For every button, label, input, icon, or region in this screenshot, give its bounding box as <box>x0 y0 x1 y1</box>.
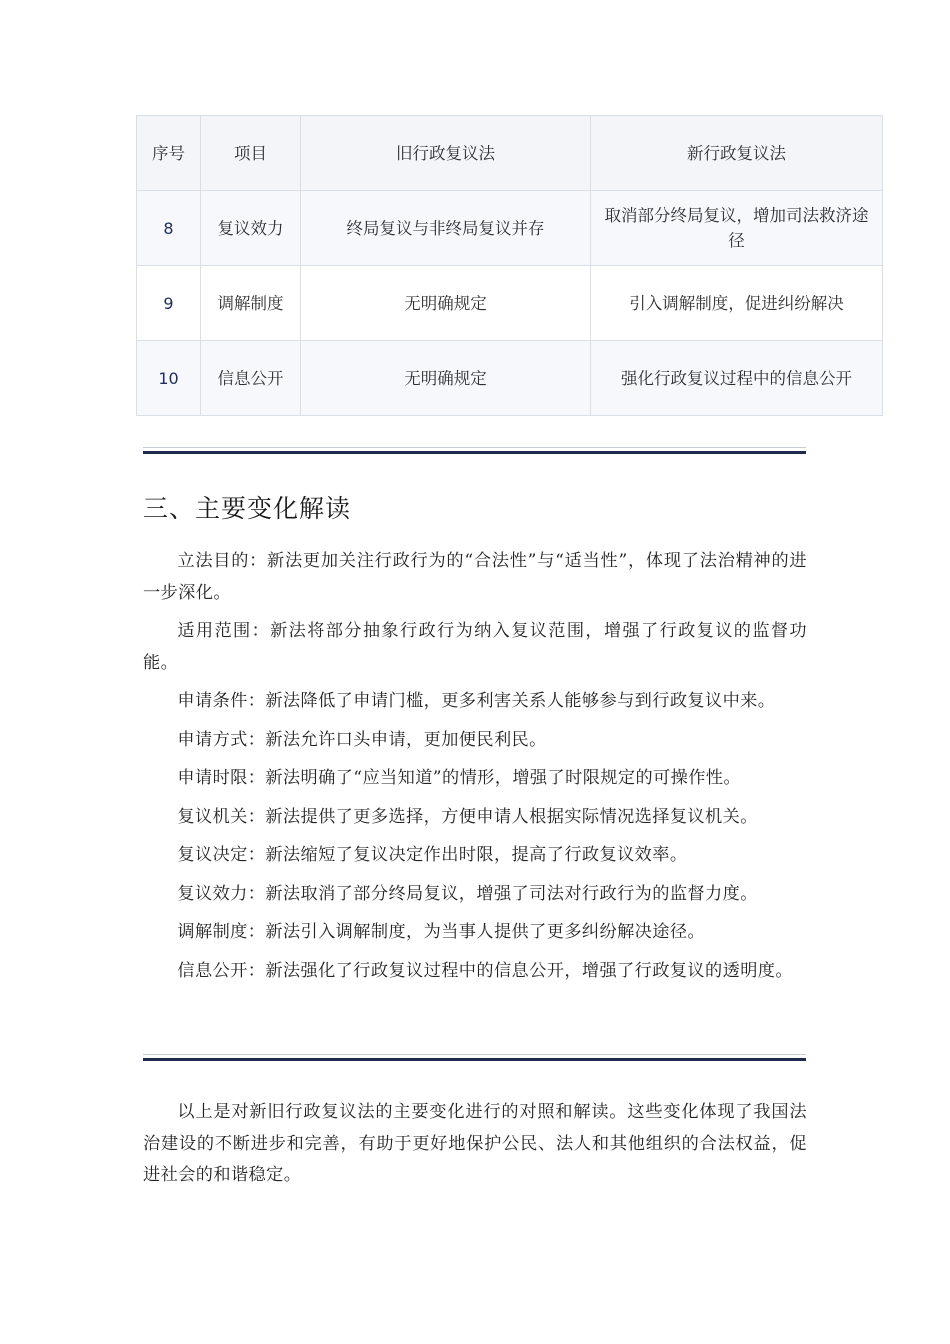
point-paragraph: 立法目的：新法更加关注行政行为的“合法性”与“适当性”，体现了法治精神的进一步深化。 <box>143 551 807 603</box>
change-points <box>143 546 807 994</box>
comparison-table <box>136 115 883 416</box>
conclusion-block <box>143 1097 807 1192</box>
cell-no: 8 <box>137 191 201 266</box>
conclusion-paragraph: 以上是对新旧行政复议法的主要变化进行的对照和解读。这些变化体现了我国法治建设的不断进步和完善，有助于更好地保护公民、法人和其他组织的合法权益，促进社会的和谐稳定。 <box>143 1102 807 1185</box>
point-paragraph: 复议机关：新法提供了更多选择，方便申请人根据实际情况选择复议机关。 <box>177 806 758 827</box>
point-paragraph: 复议效力：新法取消了部分终局复议，增强了司法对行政行为的监督力度。 <box>177 883 758 904</box>
table-row <box>137 266 883 341</box>
point-paragraph: 申请方式：新法允许口头申请，更加便民利民。 <box>177 729 547 750</box>
cell-new: 取消部分终局复议，增加司法救济途径 <box>591 191 883 266</box>
header-no: 序号 <box>137 116 201 191</box>
cell-item: 信息公开 <box>201 341 301 416</box>
divider-thin-line <box>143 447 806 448</box>
divider-thin-line <box>143 1054 806 1055</box>
section-divider <box>143 447 806 456</box>
section-divider <box>143 1054 806 1063</box>
table-header-row <box>137 116 883 191</box>
point-paragraph: 适用范围：新法将部分抽象行政行为纳入复议范围，增强了行政复议的监督功能。 <box>143 621 807 673</box>
divider-thick-line <box>143 1058 806 1061</box>
point-paragraph: 申请时限：新法明确了“应当知道”的情形，增强了时限规定的可操作性。 <box>177 768 741 788</box>
point-paragraph: 信息公开：新法强化了行政复议过程中的信息公开，增强了行政复议的透明度。 <box>177 960 793 981</box>
section-title: 三、主要变化解读 <box>143 494 352 523</box>
table-row <box>137 341 883 416</box>
cell-item: 调解制度 <box>201 266 301 341</box>
header-item: 项目 <box>201 116 301 191</box>
divider-thick-line <box>143 451 806 454</box>
cell-no: 10 <box>137 341 201 416</box>
table-row <box>137 191 883 266</box>
cell-old: 无明确规定 <box>301 266 591 341</box>
header-new-law: 新行政复议法 <box>591 116 883 191</box>
point-paragraph: 申请条件：新法降低了申请门槛，更多利害关系人能够参与到行政复议中来。 <box>177 691 776 711</box>
point-paragraph: 复议决定：新法缩短了复议决定作出时限，提高了行政复议效率。 <box>177 845 688 865</box>
cell-new: 引入调解制度，促进纠纷解决 <box>591 266 883 341</box>
point-paragraph: 调解制度：新法引入调解制度，为当事人提供了更多纠纷解决途径。 <box>177 922 706 942</box>
cell-old: 终局复议与非终局复议并存 <box>301 191 591 266</box>
cell-item: 复议效力 <box>201 191 301 266</box>
header-old-law: 旧行政复议法 <box>301 116 591 191</box>
cell-old: 无明确规定 <box>301 341 591 416</box>
cell-new: 强化行政复议过程中的信息公开 <box>591 341 883 416</box>
cell-no: 9 <box>137 266 201 341</box>
